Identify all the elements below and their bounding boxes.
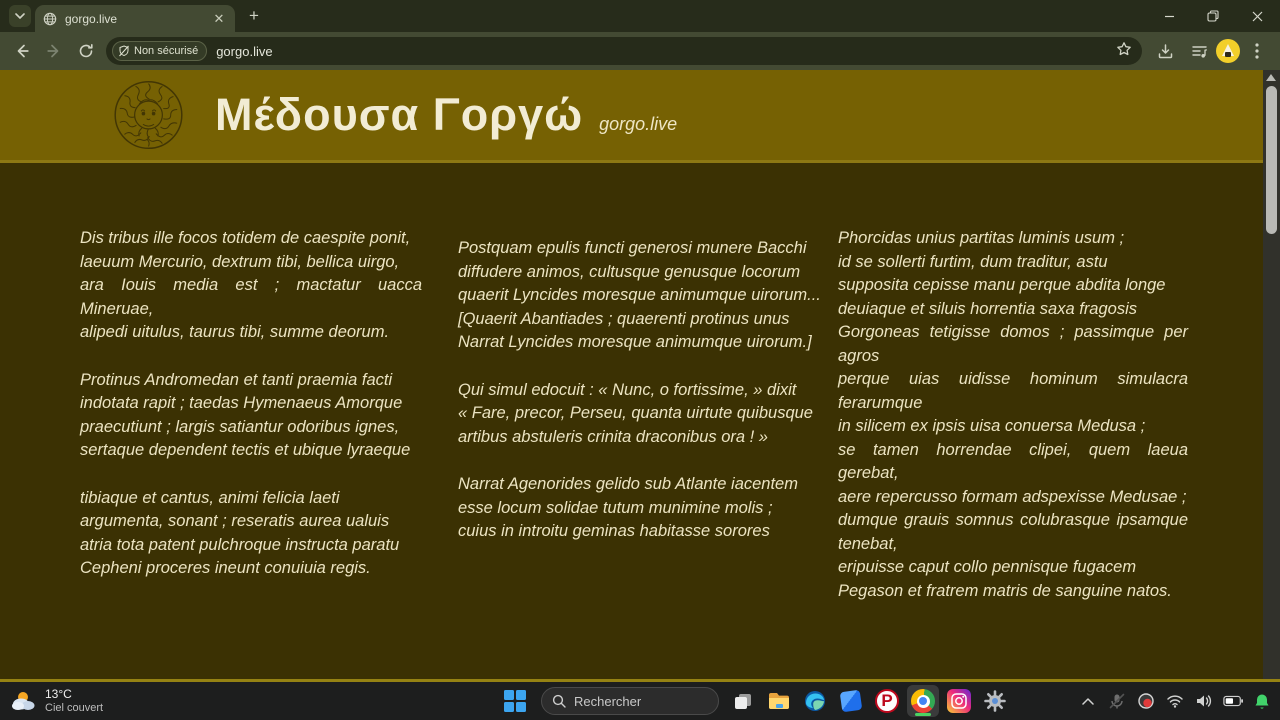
windows-start-icon — [504, 690, 526, 712]
chrome-button-active[interactable] — [907, 685, 939, 717]
window-controls — [1154, 4, 1272, 28]
profile-avatar[interactable] — [1216, 39, 1240, 63]
poem-line: artibus abstuleris crinita draconibus ora ! » — [458, 427, 768, 446]
forward-icon[interactable] — [40, 37, 68, 65]
poem-paragraph — [80, 227, 422, 345]
minimize-icon[interactable] — [1154, 4, 1184, 28]
notification-bell-icon[interactable] — [1252, 691, 1272, 711]
poem-paragraph — [80, 487, 422, 581]
security-off-icon — [118, 45, 130, 57]
task-view-button[interactable] — [727, 685, 759, 717]
file-explorer-icon — [767, 689, 791, 713]
maximize-icon[interactable] — [1198, 4, 1228, 28]
task-view-icon — [732, 690, 754, 712]
poem-line: sertaque dependent tectis et ubique lyraeque — [80, 441, 411, 459]
weather-condition: Ciel couvert — [45, 701, 104, 714]
poem-line: Protinus Andromedan et tanti praemia facti — [80, 370, 393, 389]
poem-line: dumque grauis somnus colubrasque ipsamque tenebat, — [838, 511, 1188, 553]
poem-line: aere repercusso formam adspexisse Medusae ; — [838, 487, 1187, 506]
poem-line: tibiaque et cantus, animi felicia laeti — [80, 488, 340, 507]
poem-line: quaerit Lyncides moresque animumque uirorum... — [458, 286, 821, 304]
poem-line: perque uias uidisse hominum simulacra ferarumque — [838, 370, 1188, 412]
search-icon — [552, 694, 566, 708]
battery-icon[interactable] — [1223, 691, 1243, 711]
security-chip[interactable] — [112, 41, 207, 61]
poem-line: praecutiunt ; largis satiantur odoribus ignes, — [80, 417, 400, 436]
weather-temperature: 13°C — [45, 686, 72, 701]
page-title: Μέδουσα Γοργώ — [215, 89, 584, 140]
downloads-icon[interactable] — [1151, 37, 1179, 65]
instagram-icon — [947, 689, 971, 713]
pinterest-icon: P — [875, 689, 899, 713]
poem-line: in silicem ex ipsis uisa conuersa Medusa ; — [838, 417, 1146, 435]
poem-line: supposita cepisse manu perque abdita longe — [838, 276, 1166, 294]
poem-column-3 — [838, 227, 1188, 627]
poem-line: Pegason et fratrem matris de sanguine natos. — [838, 581, 1172, 600]
poem-column-2 — [458, 237, 822, 627]
site-domain-label: gorgo.live — [599, 113, 678, 134]
poem-line: Postquam epulis functi generosi munere Bacchi — [458, 239, 807, 257]
poem-line: argumenta, sonant ; reseratis aurea ualuis — [80, 512, 390, 530]
close-icon[interactable] — [1242, 4, 1272, 28]
security-label: Non sécurisé — [134, 45, 199, 57]
instagram-button[interactable] — [943, 685, 975, 717]
poem-line: atria tota patent pulchroque instructa paratu — [80, 535, 400, 554]
poem-line: Narrat Agenorides gelido sub Atlante iacentem — [458, 475, 798, 493]
address-bar[interactable] — [106, 37, 1142, 65]
poem-line: esse locum solidae tutum munimine molis ; — [458, 498, 773, 517]
page-scrollbar[interactable] — [1263, 70, 1280, 679]
medusa-coin-logo — [110, 78, 187, 152]
poem-line: Phorcidas unius partitas luminis usum ; — [838, 229, 1125, 247]
poem-line: Dis tribus ille focos totidem de caespite ponit, — [80, 229, 411, 247]
poem-line: deuiaque et siluis horrentia saxa fragosis — [838, 299, 1138, 318]
browser-tabstrip — [0, 0, 1280, 32]
taskbar-search[interactable] — [541, 687, 719, 715]
poem-line: Cepheni proceres ineunt conuiuia regis. — [80, 559, 371, 577]
poem-content — [0, 163, 1280, 627]
poem-column-1 — [80, 227, 422, 627]
new-tab-button[interactable]: + — [249, 6, 259, 25]
poem-line: eripuisse caput collo pennisque fugacem — [838, 558, 1137, 576]
scrollbar-up-arrow-icon[interactable] — [1266, 74, 1276, 81]
volume-icon[interactable] — [1194, 691, 1214, 711]
store-button[interactable] — [835, 685, 867, 717]
media-controls-icon[interactable] — [1185, 37, 1213, 65]
sun-behind-cloud-icon — [10, 689, 38, 713]
poem-line: diffudere animos, cultusque genusque locorum — [458, 262, 801, 281]
poem-line: indotata rapit ; taedas Hymenaeus Amorque — [80, 394, 403, 412]
poem-line: ara Iouis media est ; mactatur uacca Mineruae, — [80, 276, 422, 318]
tab-title: gorgo.live — [65, 11, 118, 26]
back-icon[interactable] — [8, 37, 36, 65]
poem-paragraph — [458, 473, 822, 544]
globe-favicon-icon — [43, 12, 57, 26]
mic-muted-icon[interactable] — [1107, 691, 1127, 711]
start-button[interactable] — [499, 685, 531, 717]
store-icon — [840, 690, 863, 713]
browser-toolbar — [0, 32, 1280, 70]
chrome-icon — [911, 689, 935, 713]
active-app-indicator — [915, 713, 931, 716]
taskbar-center — [497, 685, 1013, 717]
pinterest-button[interactable] — [871, 685, 903, 717]
tab-close-icon[interactable]: ✕ — [213, 11, 225, 26]
poem-line: Narrat Lyncides moresque animumque uirorum.] — [458, 333, 812, 351]
poem-line: se tamen horrendae clipei, quem laeua gerebat, — [838, 440, 1188, 482]
poem-line: « Fare, precor, Perseu, quanta uirtute quibusque — [458, 404, 813, 422]
edge-icon — [803, 689, 827, 713]
active-tab[interactable] — [35, 5, 235, 32]
file-explorer-button[interactable] — [763, 685, 795, 717]
poem-line: id se sollerti furtim, dum traditur, astu — [838, 252, 1108, 271]
webpage-viewport — [0, 70, 1280, 679]
system-tray — [1078, 691, 1272, 711]
reload-icon[interactable] — [72, 37, 100, 65]
settings-gear-icon — [983, 689, 1007, 713]
weather-widget[interactable] — [10, 688, 103, 714]
poem-line: cuius in introitu geminas habitasse sorores — [458, 522, 770, 540]
settings-button[interactable] — [979, 685, 1011, 717]
poem-paragraph — [838, 227, 1188, 603]
bookmark-star-icon[interactable] — [1116, 41, 1132, 62]
poem-line: laeuum Mercurio, dextrum tibi, bellica uirgo, — [80, 252, 400, 271]
scrollbar-thumb[interactable] — [1266, 86, 1277, 234]
poem-line: [Quaerit Abantiades ; quaerenti protinus unus — [458, 309, 790, 328]
edge-button[interactable] — [799, 685, 831, 717]
search-placeholder: Rechercher — [574, 693, 642, 709]
poem-line: alipedi uitulus, taurus tibi, summe deorum. — [80, 323, 390, 341]
url-text: gorgo.live — [216, 43, 273, 59]
windows-taskbar — [0, 682, 1280, 720]
tray-chevron-up-icon[interactable] — [1078, 691, 1098, 711]
poem-line: Gorgoneas tetigisse domos ; passimque per agros — [838, 323, 1188, 365]
poem-paragraph — [80, 369, 422, 463]
tab-search-chevron-icon[interactable] — [9, 5, 31, 27]
poem-line: Qui simul edocuit : « Nunc, o fortissime, » dixit — [458, 380, 797, 399]
poem-paragraph — [458, 237, 822, 355]
wifi-icon[interactable] — [1165, 691, 1185, 711]
site-header — [0, 70, 1280, 163]
screen-recorder-icon[interactable] — [1136, 691, 1156, 711]
poem-paragraph — [458, 379, 822, 450]
menu-kebab-icon[interactable] — [1243, 37, 1271, 65]
